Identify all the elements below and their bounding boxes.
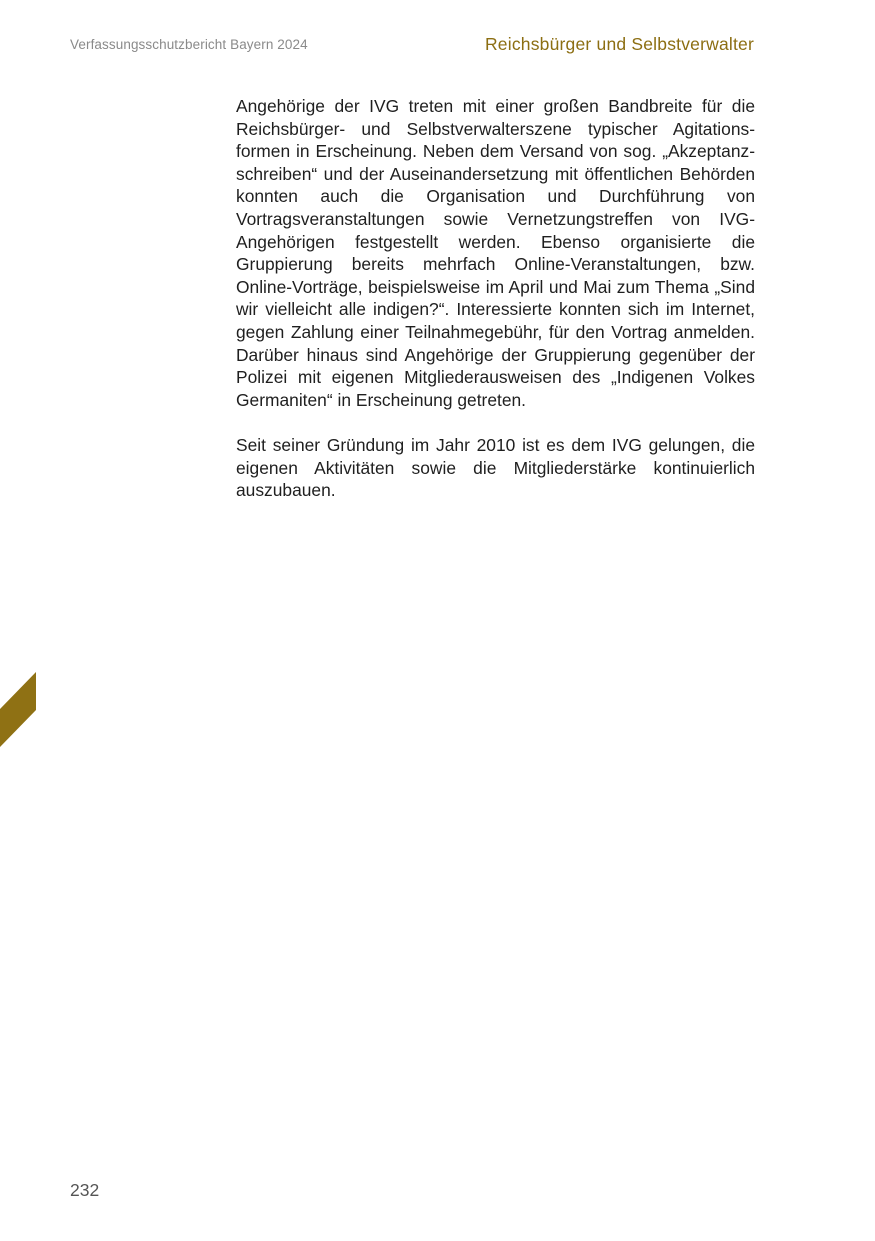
page-number: 232 [70,1180,100,1200]
paragraph: Angehörige der IVG treten mit einer großen Bandbreite für die Reichsbürger- und Selbstverwalterszene typischer Agitationsformen in Erscheinung. Neben dem Versand von sog. „Akzeptanzschreiben“ und der Auseinandersetzung mit öffentlichen Behörden konnten auch die Organisation und Durchführung von Vortragsveranstaltungen sowie Vernetzungstreffen von IVG-Angehörigen festgestellt werden. Ebenso organisierte die Gruppierung bereits mehrfach Online-Veranstaltungen, bzw. Online-Vorträge, beispielsweise im April und Mai zum Thema „Sind wir vielleicht alle indigen?“. Interessierte konnten sich im Internet, gegen Zahlung einer Teilnahmegebühr, für den Vortrag anmelden. Darüber hinaus sind Angehörige der Gruppierung gegenüber der Polizei mit eigenen Mitgliederausweisen des „Indigenen Volkes Germaniten“ in Erscheinung getreten. [236,96,755,410]
chapter-title: Reichsbürger und Selbstverwalter [484,34,754,54]
main-text [236,95,755,524]
publication-title: Verfassungsschutzbericht Bayern 2024 [70,37,308,52]
chapter-marker [0,672,36,747]
paragraph: Seit seiner Gründung im Jahr 2010 ist es dem IVG gelungen, die eigenen Aktivitäten sowie die Mitgliederstärke kontinuierlich auszubauen. [236,434,755,501]
